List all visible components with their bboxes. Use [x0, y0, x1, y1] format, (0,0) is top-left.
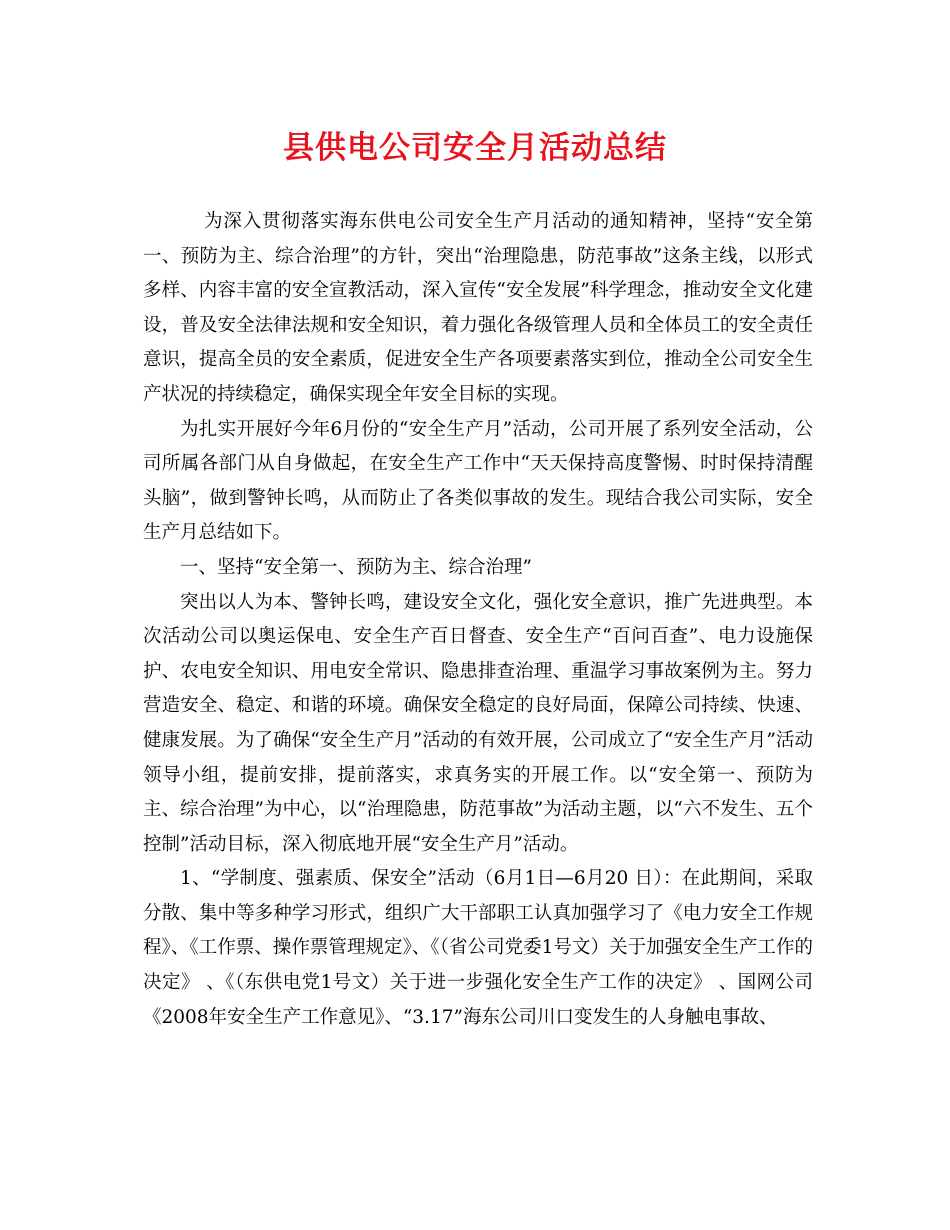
- document-body: [143, 205, 813, 1035]
- section-heading-1: 一、坚持“安全第一、预防为主、综合治理”: [180, 556, 532, 578]
- document-title: 县供电公司安全月活动总结: [283, 130, 667, 166]
- paragraph-activities: 为扎实开展好今年6月份的“安全生产月”活动，公司开展了系列安全活动，公司所属各部门从自身做起，在安全生产工作中“天天保持高度警惕、时时保持清醒头脑”，做到警钟长鸣，从而防止了各类似事故的发生。现结合我公司实际，安全生产月总结如下。: [143, 418, 813, 544]
- paragraph-item-1: 1、“学制度、强素质、保安全”活动（6月1日—6月20 日）：在此期间，采取分散、集中等多种学习形式，组织广大干部职工认真加强学习了《电力安全工作规程》、《工作票、操作票管理规定》、《（省公司党委1号文）关于加强安全生产工作的决定》 、《（东供电党1号文）关于进一步强化安全生产工作的决定》 、国网公司《2008年安全生产工作意见》、“3.17”海东公司川口变发生的人身触电事故、: [143, 868, 813, 1028]
- paragraph-intro: 为深入贯彻落实海东供电公司安全生产月活动的通知精神，坚持“安全第一、预防为主、综合治理”的方针，突出“治理隐患，防范事故”这条主线，以形式多样、内容丰富的安全宣教活动，深入宣传“安全发展”科学理念，推动安全文化建设，普及安全法律法规和安全知识，着力强化各级管理人员和全体员工的安全责任意识，提高全员的安全素质，促进安全生产各项要素落实到位，推动全公司安全生产状况的持续稳定，确保实现全年安全目标的实现。: [143, 211, 813, 405]
- paragraph-section-1: 突出以人为本、警钟长鸣，建设安全文化，强化安全意识，推广先进典型。本次活动公司以奥运保电、安全生产百日督查、安全生产“百问百查”、电力设施保护、农电安全知识、用电安全常识、隐患排查治理、重温学习事故案例为主。努力营造安全、稳定、和谐的环境。确保安全稳定的良好局面，保障公司持续、快速、健康发展。为了确保“安全生产月”活动的有效开展，公司成立了“安全生产月”活动领导小组，提前安排，提前落实，求真务实的开展工作。以“安全第一、预防为主、综合治理”为中心，以“治理隐患，防范事故”为活动主题，以“六不发生、五个控制”活动目标，深入彻底地开展“安全生产月”活动。: [143, 591, 813, 855]
